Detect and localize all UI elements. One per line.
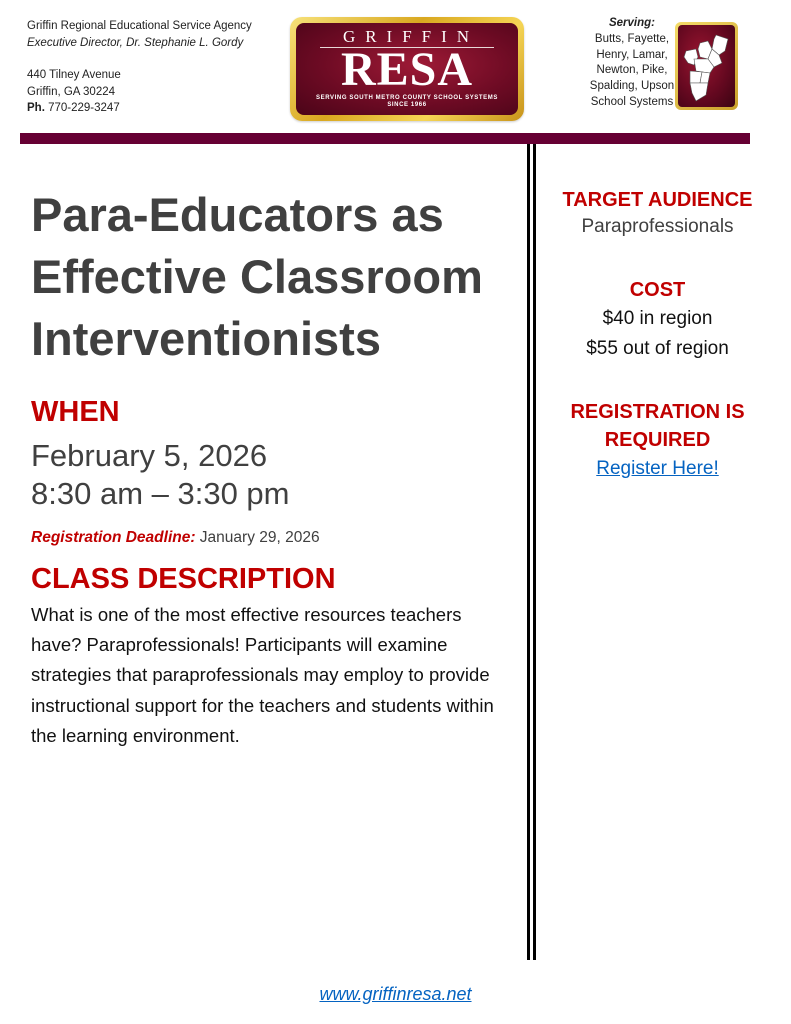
registration-required-heading <box>545 398 770 454</box>
serving-line: Henry, Lamar, <box>596 48 668 61</box>
logo-since: SINCE 1966 <box>387 102 427 108</box>
website-link[interactable]: www.griffinresa.net <box>319 984 472 1004</box>
agency-name: Griffin Regional Educational Service Agency <box>27 20 252 32</box>
agency-contact-block <box>27 18 252 117</box>
griffin-resa-logo <box>290 17 524 121</box>
deadline-label: Registration Deadline: <box>31 529 196 546</box>
target-audience-value: Paraprofessionals <box>581 216 734 237</box>
class-description-body: What is one of the most effective resources teachers have? Paraprofessionals! Participants will examine strategies that paraprofessionals may employ to provide instructional support for the teachers and students within the learning environment. <box>31 604 494 746</box>
header-divider-bar <box>20 133 750 144</box>
event-time: 8:30 am – 3:30 pm <box>31 476 290 511</box>
column-divider-line <box>533 144 536 960</box>
county-shapes-icon <box>678 25 735 107</box>
executive-director: Executive Director, Dr. Stephanie L. Gordy <box>27 36 244 49</box>
target-audience-heading: TARGET AUDIENCE <box>562 189 753 211</box>
column-divider-line <box>527 144 530 960</box>
serving-title: Serving: <box>608 17 655 29</box>
county-map-icon <box>675 22 738 110</box>
serving-line: School Systems <box>590 95 674 108</box>
register-here-link[interactable]: Register Here! <box>596 458 719 479</box>
title-line: Interventionists <box>31 312 381 365</box>
serving-line: Spalding, Upson <box>589 80 675 93</box>
phone-line <box>27 100 252 117</box>
deadline-value: January 29, 2026 <box>195 529 320 546</box>
phone-label: Ph. <box>27 102 45 114</box>
registration-deadline <box>31 528 320 548</box>
registration-heading-line: REQUIRED <box>604 429 711 451</box>
serving-line: Butts, Fayette, <box>594 32 670 45</box>
address-line-1: 440 Tilney Avenue <box>27 69 121 81</box>
cost-out-of-region: $55 out of region <box>586 338 729 359</box>
title-line: Effective Classroom <box>31 250 483 303</box>
when-heading: WHEN <box>31 396 120 428</box>
phone-number: 770-229-3247 <box>48 102 120 114</box>
logo-griffin-text: GRIFFIN <box>342 27 480 46</box>
title-line: Para-Educators as <box>31 188 444 241</box>
address-line-2: Griffin, GA 30224 <box>27 85 116 98</box>
event-date: February 5, 2026 <box>31 438 268 473</box>
serving-line: Newton, Pike, <box>596 64 668 77</box>
class-description-heading: CLASS DESCRIPTION <box>31 563 336 595</box>
serving-block <box>572 16 692 111</box>
logo-resa-text: RESA <box>340 43 474 96</box>
cost-heading: COST <box>629 279 686 301</box>
cost-in-region: $40 in region <box>602 308 713 329</box>
registration-heading-line: REGISTRATION IS <box>570 401 745 423</box>
logo-tagline: SERVING SOUTH METRO COUNTY SCHOOL SYSTEMS <box>316 95 498 101</box>
page-title <box>31 184 511 370</box>
